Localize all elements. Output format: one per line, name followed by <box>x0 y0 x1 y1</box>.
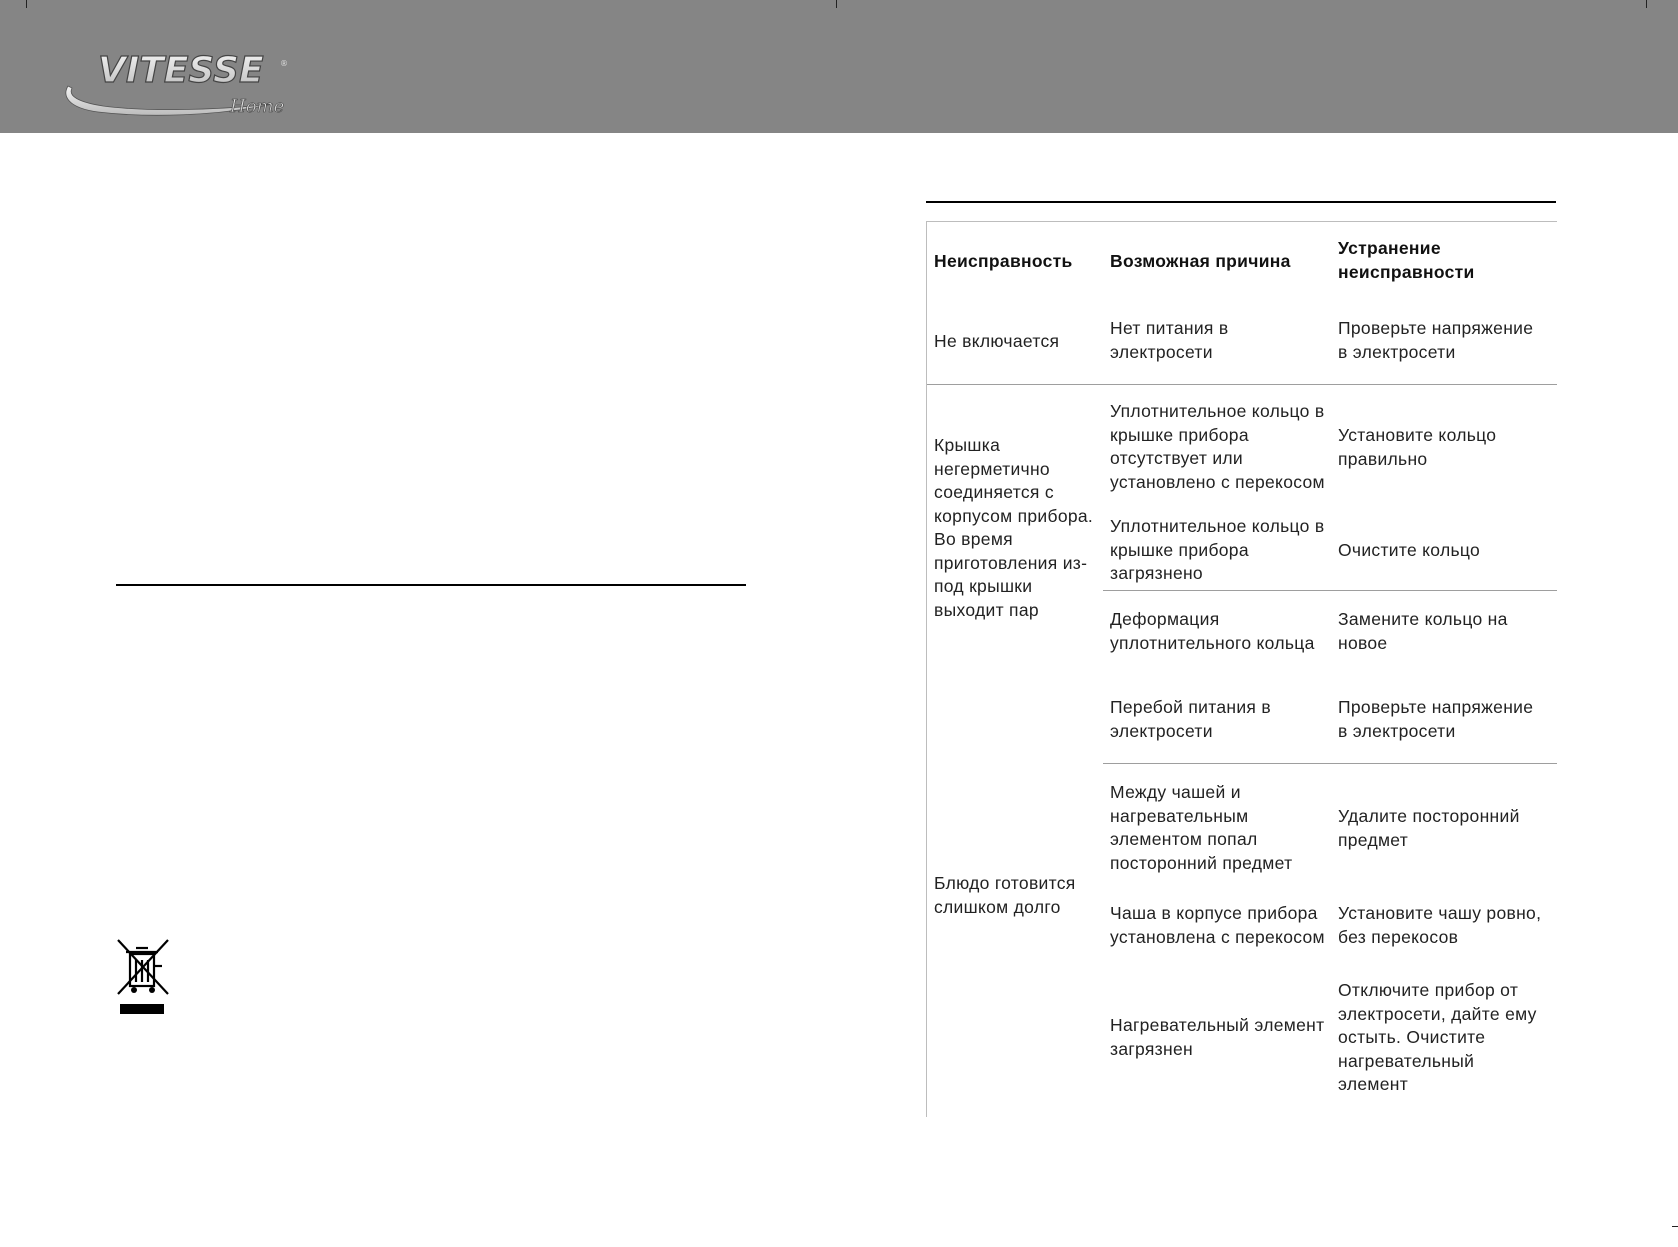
table-cell-fault: Блюдо готовится слишком долго <box>934 873 1076 917</box>
vitesse-home-logo <box>58 52 308 124</box>
crop-mark <box>836 0 837 8</box>
svg-text:VITESSE: VITESSE <box>98 52 264 91</box>
table-cell-fault: Крышка негерметично соединяется с корпусом прибора. Во время приготовления из-под крышки выходит пар <box>934 435 1094 620</box>
row-divider <box>1103 763 1557 764</box>
table-cell-cause: Чаша в корпусе прибора установлена с перекосом <box>1110 903 1325 947</box>
table-cell-cause: Деформация уплотнительного кольца <box>1110 609 1315 653</box>
table-cell-cause: Нет питания в электросети <box>1110 318 1229 362</box>
table-cell-cause: Уплотнительное кольцо в крышке прибора отсутствует или установлено с перекосом <box>1110 401 1325 492</box>
table-cell-remedy: Удалите посторонний предмет <box>1338 806 1520 850</box>
table-cell-cause: Перебой питания в электросети <box>1110 697 1271 741</box>
table-header-fault: Неисправность <box>934 251 1073 271</box>
table-cell-remedy: Установите кольцо правильно <box>1338 425 1497 469</box>
table-cell-remedy: Очистите кольцо <box>1338 540 1481 560</box>
table-cell-remedy: Установите чашу ровно, без перекосов <box>1338 903 1542 947</box>
table-cell-remedy: Отключите прибор от электросети, дайте ему остыть. Очистите нагревательный элемент <box>1338 980 1537 1094</box>
table-cell-remedy: Замените кольцо на новое <box>1338 609 1508 653</box>
crop-mark <box>1646 0 1647 8</box>
crop-mark <box>1672 1226 1678 1227</box>
table-header-cause: Возможная причина <box>1110 251 1291 271</box>
table-cell-fault: Не включается <box>934 331 1060 351</box>
section-rule-right <box>926 201 1556 203</box>
section-rule-left <box>116 584 746 586</box>
table-cell-remedy: Проверьте напряжение в электросети <box>1338 318 1534 362</box>
svg-text:Home: Home <box>230 96 285 117</box>
table-cell-cause: Между чашей и нагревательным элементом попал посторонний предмет <box>1110 782 1293 873</box>
crop-mark <box>26 0 27 8</box>
table-cell-cause: Уплотнительное кольцо в крышке прибора загрязнено <box>1110 516 1325 583</box>
table-header-remedy: Устранение неисправности <box>1338 238 1475 282</box>
table-cell-remedy: Проверьте напряжение в электросети <box>1338 697 1534 741</box>
table-cell-cause: Нагревательный элемент загрязнен <box>1110 1015 1325 1059</box>
row-divider <box>927 384 1557 385</box>
svg-text:®: ® <box>280 59 288 68</box>
troubleshooting-table <box>926 221 1557 1117</box>
row-divider <box>1103 590 1557 591</box>
crossed-out-wheeled-bin-icon <box>116 938 174 1016</box>
